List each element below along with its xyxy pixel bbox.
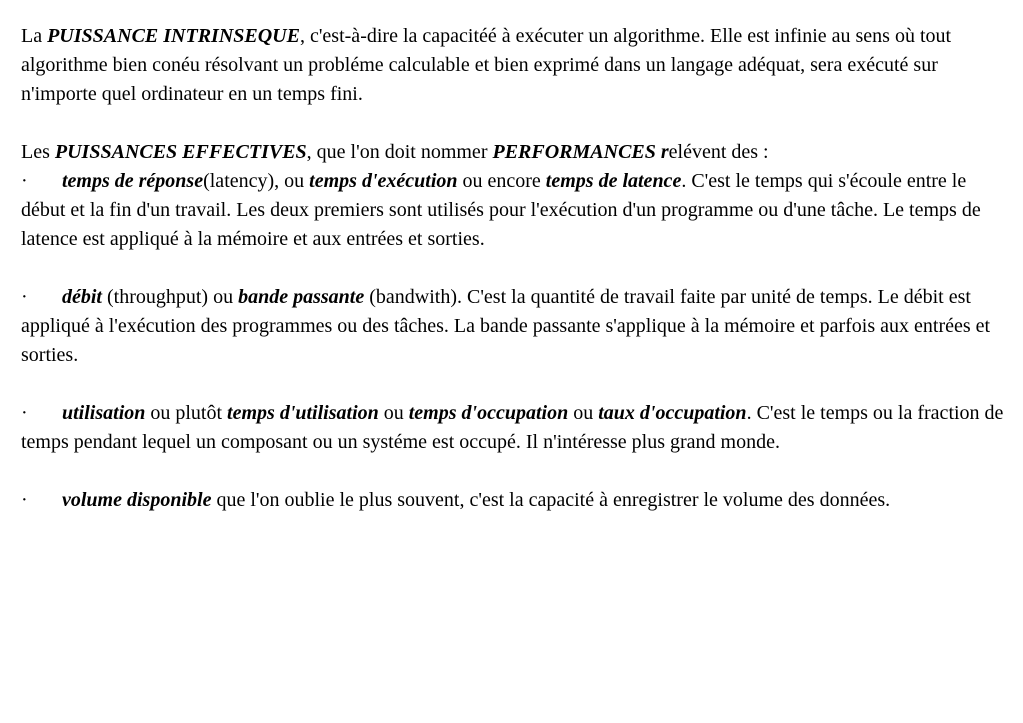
intro-paragraph [21, 22, 1011, 109]
term-debit: débit [62, 286, 102, 308]
term-taux-d-occupation: taux d'occupation [598, 402, 747, 424]
text-run: (throughput) ou [102, 286, 239, 308]
term-puissance-intrinseque: PUISSANCE INTRINSEQUE [47, 25, 300, 47]
bullet-item-utilisation [21, 399, 1011, 457]
term-performances: PERFORMANCES r [492, 141, 669, 163]
bullet-icon: · [21, 286, 28, 308]
text-run: (bandwith). C'est la quantité de travail faite par unité de temps. Le débit est appliqué à l'exécution des programmes ou des tâches. La bande passante s'applique à la mémoire et parfois aux entrées et sorties. [21, 286, 991, 366]
bullet-item-volume-disponible [21, 486, 1011, 515]
text-run: . C'est le temps qui s'écoule entre le début et la fin d'un travail. Les deux premiers sont utilisés pour l'exécution d'un programme ou d'une tâche. Le temps de latence est appliqué à la mémoire et aux entrées et sorties. [21, 170, 981, 250]
term-temps-d-execution: temps d'exécution [309, 170, 458, 192]
paragraph-gap [21, 109, 1023, 138]
text-run: , que l'on doit nommer [306, 141, 493, 163]
term-temps-d-occupation: temps d'occupation [408, 402, 569, 424]
term-puissances-effectives: PUISSANCES EFFECTIVES [54, 141, 307, 163]
bullet-icon: · [21, 170, 28, 192]
term-bande-passante: bande passante [238, 286, 365, 308]
text-run: (latency), ou [203, 170, 310, 192]
bullet-item-temps-de-reponse [21, 167, 1011, 254]
text-run: ou encore [457, 170, 546, 192]
paragraph-gap [21, 254, 1023, 283]
text-run: que l'on oublie le plus souvent, c'est la capacité à enregistrer le volume des données. [211, 489, 891, 511]
text-run: , c'est-à-dire la capacitéé à exécuter un algorithme. Elle est infinie au sens où tout algorithme bien conéu résolvant un probléme calculable et bien exprimé dans un langage adéquat, sera exécuté sur n'importe quel ordinateur en un temps fini. [21, 25, 952, 105]
text-run: ou plutôt [145, 402, 228, 424]
term-utilisation: utilisation [62, 402, 146, 424]
term-temps-de-reponse: temps de réponse [62, 170, 204, 192]
term-temps-de-latence: temps de latence [545, 170, 682, 192]
text-run: . C'est le temps ou la fraction de temps pendant lequel un composant ou un systéme est occupé. Il n'intéresse plus grand monde. [21, 402, 1004, 453]
text-run: ou [568, 402, 599, 424]
text-run: Les [21, 141, 55, 163]
bullet-icon: · [21, 402, 28, 424]
term-temps-d-utilisation: temps d'utilisation [227, 402, 379, 424]
paragraph-gap [21, 457, 1023, 486]
paragraph-gap [21, 370, 1023, 399]
bullet-icon: · [21, 489, 28, 511]
effective-powers-paragraph [21, 138, 1011, 167]
text-run: elévent des : [668, 141, 769, 163]
text-run: La [21, 25, 48, 47]
text-run: ou [378, 402, 409, 424]
term-volume-disponible: volume disponible [62, 489, 212, 511]
bullet-item-debit [21, 283, 1011, 370]
